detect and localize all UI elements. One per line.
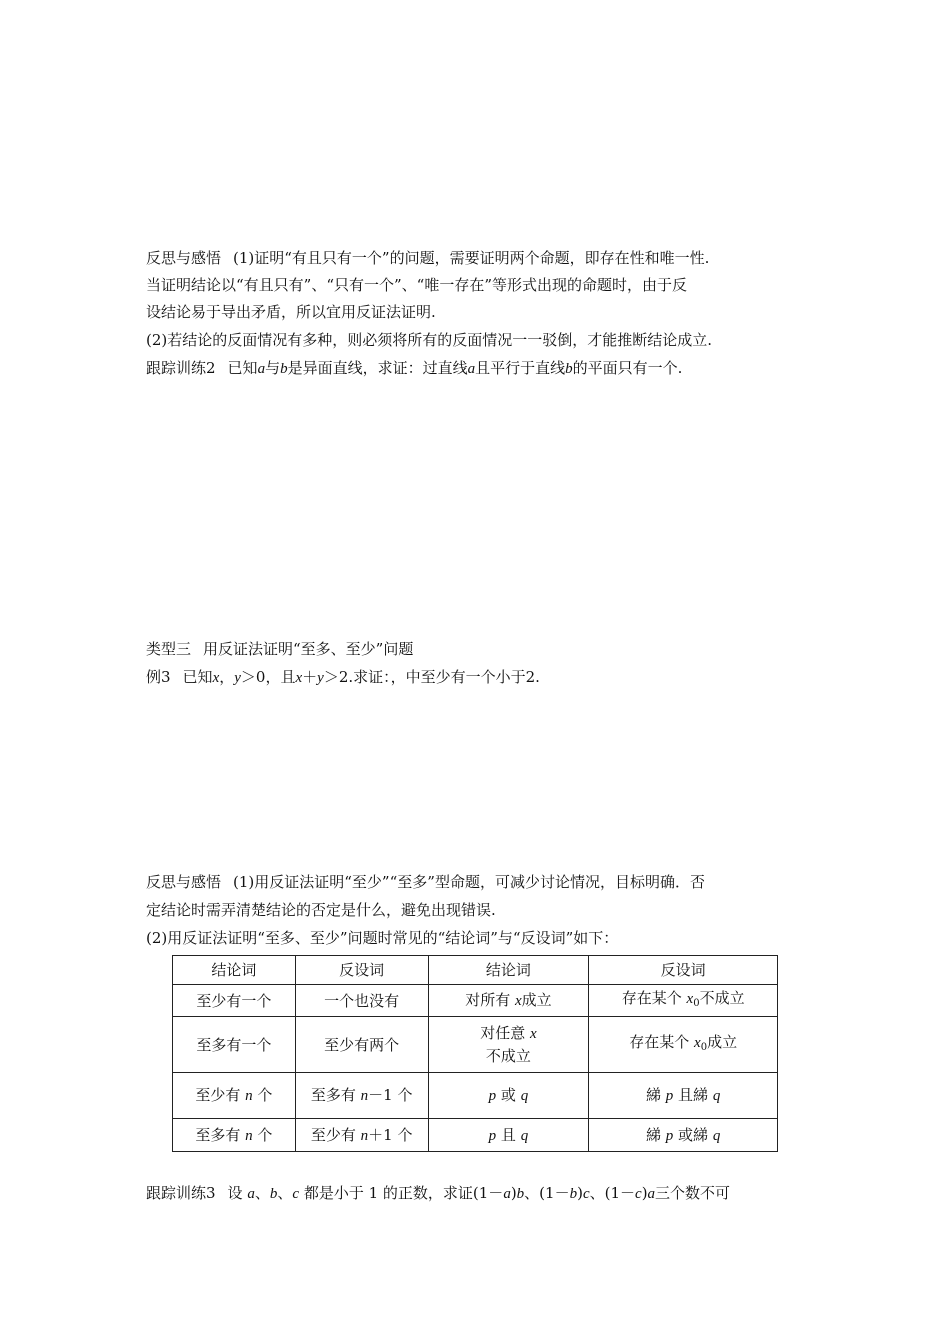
example-3-label: 例3: [146, 668, 171, 686]
reflection-1-line-3: 设结论易于导出矛盾，所以宜用反证法证明.: [146, 303, 436, 321]
reflection-1-line-2: 当证明结论以“有且只有”、“只有一个”、“唯一存在”等形式出现的命题时，由于反: [146, 276, 688, 294]
example-3: 例3 已知x，y＞0，且x＋y＞2.求证：，中至少有一个小于2.: [146, 668, 540, 686]
practice-3: 跟踪训练3 设 a、b、c 都是小于 1 的正数，求证(1－a)b、(1－b)c、(1－c)a三个数不可: [146, 1184, 731, 1202]
table-cell: 至少有 n 个: [173, 1073, 296, 1119]
table-cell: 一个也没有: [295, 985, 428, 1017]
table-cell: 綈 p 或綈 q: [589, 1119, 778, 1152]
table-row: [173, 985, 778, 1017]
table-header-row: [173, 956, 778, 985]
table-header: 结论词: [428, 956, 589, 985]
table-header: 结论词: [173, 956, 296, 985]
table-cell: 至多有 n－1 个: [295, 1073, 428, 1119]
practice-2: 跟踪训练2 已知a与b是异面直线，求证：过直线a且平行于直线b的平面只有一个.: [146, 359, 683, 377]
table-cell: 至多有一个: [173, 1017, 296, 1073]
reflection-1-heading: 反思与感悟: [146, 249, 222, 267]
table-cell: 至少有 n＋1 个: [295, 1119, 428, 1152]
conclusion-negation-table: [172, 955, 778, 1152]
table-header: 反设词: [295, 956, 428, 985]
reflection-1-line-4: (2)若结论的反面情况有多种，则必须将所有的反面情况一一驳倒，才能推断结论成立.: [146, 331, 713, 349]
table-cell: p 且 q: [428, 1119, 589, 1152]
reflection-2-heading: 反思与感悟: [146, 873, 222, 891]
table-header: 反设词: [589, 956, 778, 985]
table-row: [173, 1119, 778, 1152]
table-cell: 存在某个 $x_0$不成立: [589, 985, 778, 1017]
reflection-1-line-1: 反思与感悟 (1)证明“有且只有一个”的问题，需要证明两个命题，即存在性和唯一性.: [146, 249, 710, 267]
table-row: [173, 1073, 778, 1119]
table-cell: 綈 p 且綈 q: [589, 1073, 778, 1119]
table-cell: 对任意 x 不成立: [428, 1017, 589, 1073]
practice-3-label: 跟踪训练3: [146, 1184, 216, 1202]
table-cell: p 或 q: [428, 1073, 589, 1119]
table-cell: 存在某个 $x_0$成立: [589, 1017, 778, 1073]
type-3-label: 类型三: [146, 640, 192, 658]
practice-2-label: 跟踪训练2: [146, 359, 216, 377]
type-3-title: 用反证法证明“至多、至少”问题: [203, 640, 414, 658]
table-cell: 至少有一个: [173, 985, 296, 1017]
table-cell: 至多有 n 个: [173, 1119, 296, 1152]
table-cell: 至少有两个: [295, 1017, 428, 1073]
reflection-2-line-2: 定结论时需弄清楚结论的否定是什么，避免出现错误.: [146, 901, 496, 919]
table-cell: 对所有 x成立: [428, 985, 589, 1017]
type-3-heading: [146, 637, 413, 661]
table-row: [173, 1017, 778, 1073]
reflection-2-line-3: (2)用反证法证明“至多、至少”问题时常见的“结论词”与“反设词”如下：: [146, 929, 619, 947]
reflection-2-line-1: 反思与感悟 (1)用反证法证明“至少”“至多”型命题，可减少讨论情况，目标明确．否: [146, 873, 705, 891]
